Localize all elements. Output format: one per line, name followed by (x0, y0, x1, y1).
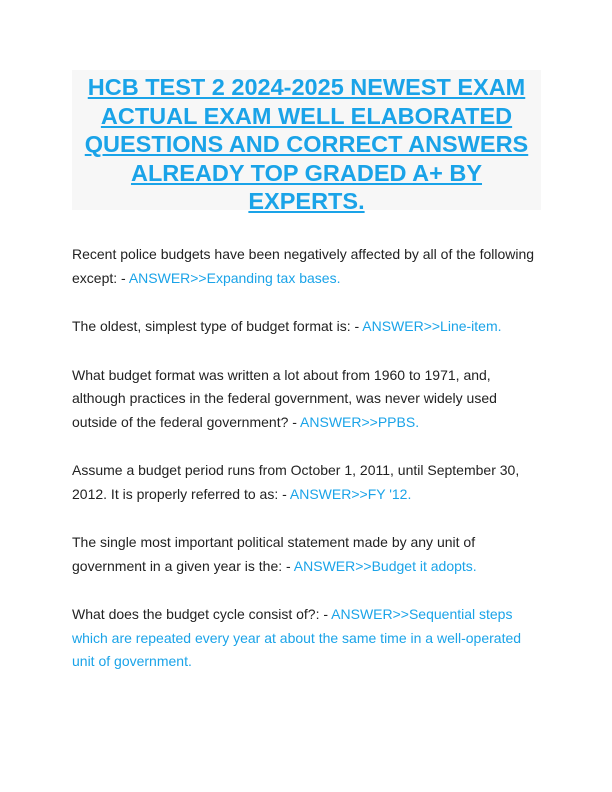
title-line-5: EXPERTS. (248, 188, 365, 214)
question-text: What does the budget cycle consist of?: - (72, 606, 332, 622)
answer-text: ANSWER>>Sequential steps which are repeated every year at about the same time in a well-operated unit of government. (72, 606, 522, 669)
question-text: Recent police budgets have been negatively affected by all of the following except: - (72, 246, 535, 286)
answer-text: ANSWER>>PPBS. (300, 413, 420, 430)
qa-item-6 (72, 603, 542, 674)
document-title (72, 70, 541, 214)
answer-text: ANSWER>>Line-item. (362, 318, 502, 334)
qa-item-5 (72, 531, 542, 578)
qa-item-1 (72, 243, 542, 290)
qa-item-2 (72, 315, 542, 339)
question-text: The single most important political statement made by any unit of government in a given year is the: - (72, 534, 476, 574)
qa-item-3 (72, 364, 542, 435)
answer-text: ANSWER>>Budget it adopts. (293, 557, 477, 574)
answer-text: ANSWER>>Expanding tax bases. (128, 269, 341, 286)
qa-item-4 (72, 459, 542, 506)
answer-text: ANSWER>>FY '12. (289, 485, 412, 502)
title-line-4: ALREADY TOP GRADED A+ BY (130, 159, 483, 186)
title-line-2: ACTUAL EXAM WELL ELABORATED (100, 102, 513, 129)
question-text: The oldest, simplest type of budget format is: - (72, 318, 363, 334)
title-line-1: HCB TEST 2 2024-2025 NEWEST EXAM (87, 74, 526, 100)
question-text: Assume a budget period runs from October 1, 2011, until September 30, 2012. It is properly referred to as: - (72, 462, 520, 502)
question-text: What budget format was written a lot about from 1960 to 1971, and, although practices in the federal government, was never widely used outside of the federal government? - (72, 366, 497, 430)
title-line-3: QUESTIONS AND CORRECT ANSWERS (84, 131, 529, 157)
question-answer-list (72, 243, 542, 699)
